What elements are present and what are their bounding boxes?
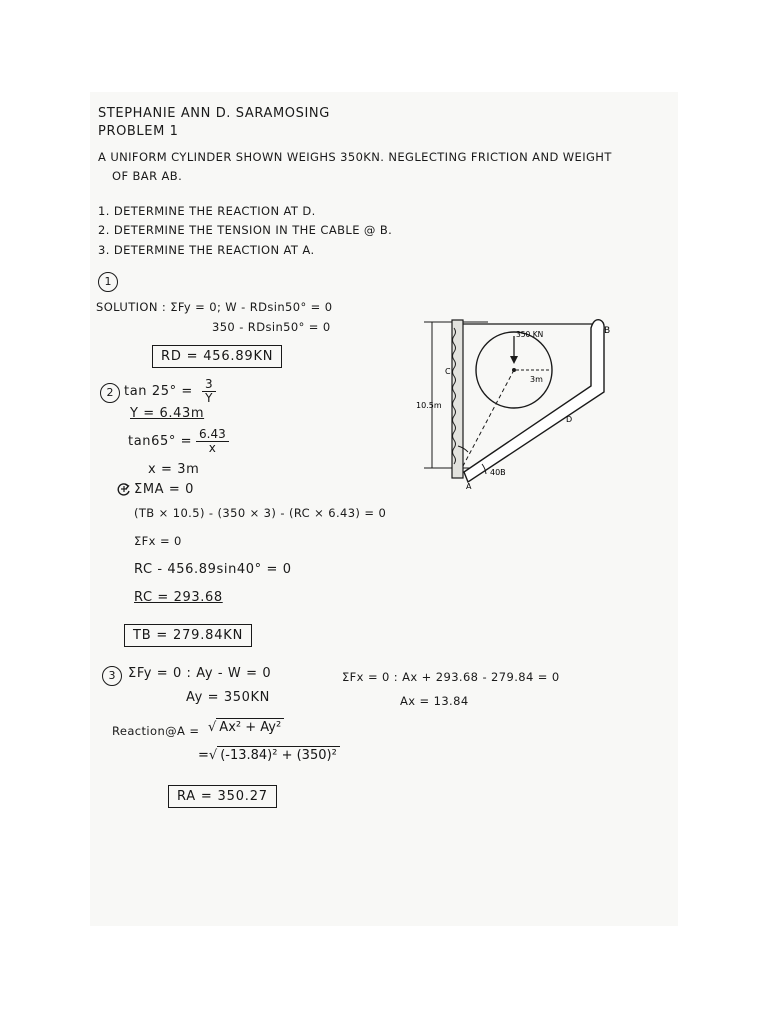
tb-result-box: TB = 279.84KN	[124, 624, 252, 647]
load-label: 350 KN	[516, 330, 544, 339]
tan65-denominator: x	[208, 441, 216, 455]
part-1-result-box: RD = 456.89KN	[152, 345, 282, 368]
sum-fy-equation: ΣFy = 0 : Ay - W = 0	[128, 666, 272, 681]
sqrt-radicand-1: Ax² + Ay²	[216, 718, 284, 735]
tan65-fraction	[196, 428, 229, 455]
part-1-equation-2: 350 - RDsin50° = 0	[212, 320, 331, 334]
point-a-label: A	[466, 482, 472, 491]
tan25-label: tan 25° =	[124, 384, 193, 399]
counterclockwise-moment-icon	[116, 481, 132, 497]
ra-result-box: RA = 350.27	[168, 785, 277, 808]
statement-line-1: A UNIFORM CYLINDER SHOWN WEIGHS 350KN. NEGLECTING FRICTION AND WEIGHT	[98, 150, 612, 164]
tan25-denominator: Y	[205, 391, 213, 405]
statement-line-2: OF BAR AB.	[112, 169, 183, 183]
part-2-marker: 2	[100, 383, 120, 403]
tan25-fraction	[202, 378, 216, 405]
bar-ab	[464, 320, 604, 482]
point-c-label: C	[445, 367, 451, 376]
free-body-diagram	[416, 314, 618, 491]
sum-fx-equation: ΣFx = 0 : Ax + 293.68 - 279.84 = 0	[342, 670, 560, 684]
part-1-equation-1: SOLUTION : ΣFy = 0; W - RDsin50° = 0	[96, 300, 333, 314]
task-2: 2. DETERMINE THE TENSION IN THE CABLE @ B.	[98, 223, 393, 237]
problem-title: PROBLEM 1	[98, 124, 179, 139]
angle-label: 40B	[490, 468, 506, 477]
moment-equation: (TB × 10.5) - (350 × 3) - (RC × 6.43) = 0	[134, 506, 387, 520]
notebook-page	[90, 92, 678, 926]
tan65-numerator: 6.43	[196, 428, 229, 442]
author-name: STEPHANIE ANN D. SARAMOSING	[98, 106, 330, 121]
reaction-a-label: Reaction@A =	[112, 724, 200, 738]
sqrt-expression-2: =√ (-13.84)² + (350)²	[198, 748, 340, 763]
part-1-marker: 1	[98, 272, 118, 292]
task-3: 3. DETERMINE THE REACTION AT A.	[98, 243, 315, 257]
point-d-label: D	[566, 415, 573, 424]
tan65-label: tan65° =	[128, 434, 193, 449]
rc-equation: RC - 456.89sin40° = 0	[134, 562, 292, 577]
task-1: 1. DETERMINE THE REACTION AT D.	[98, 204, 316, 218]
height-label: 10.5m	[416, 401, 442, 410]
ay-value: Ay = 350KN	[186, 690, 270, 705]
x-value: x = 3m	[148, 462, 200, 477]
load-arrow-head	[510, 356, 518, 364]
rc-value: RC = 293.68	[134, 590, 223, 605]
moment-sum: ΣMA = 0	[134, 482, 194, 497]
sqrt-radicand-2: (-13.84)² + (350)²	[217, 746, 340, 763]
y-value: Y = 6.43m	[130, 406, 205, 421]
ax-value: Ax = 13.84	[400, 694, 469, 708]
part-3-marker: 3	[102, 666, 122, 686]
point-b-label: B	[604, 326, 611, 336]
sum-fx-label: ΣFx = 0	[134, 534, 182, 548]
sqrt-expression-1: √ Ax² + Ay²	[208, 720, 284, 735]
radius-label: 3m	[530, 375, 543, 384]
tan25-numerator: 3	[202, 378, 216, 392]
